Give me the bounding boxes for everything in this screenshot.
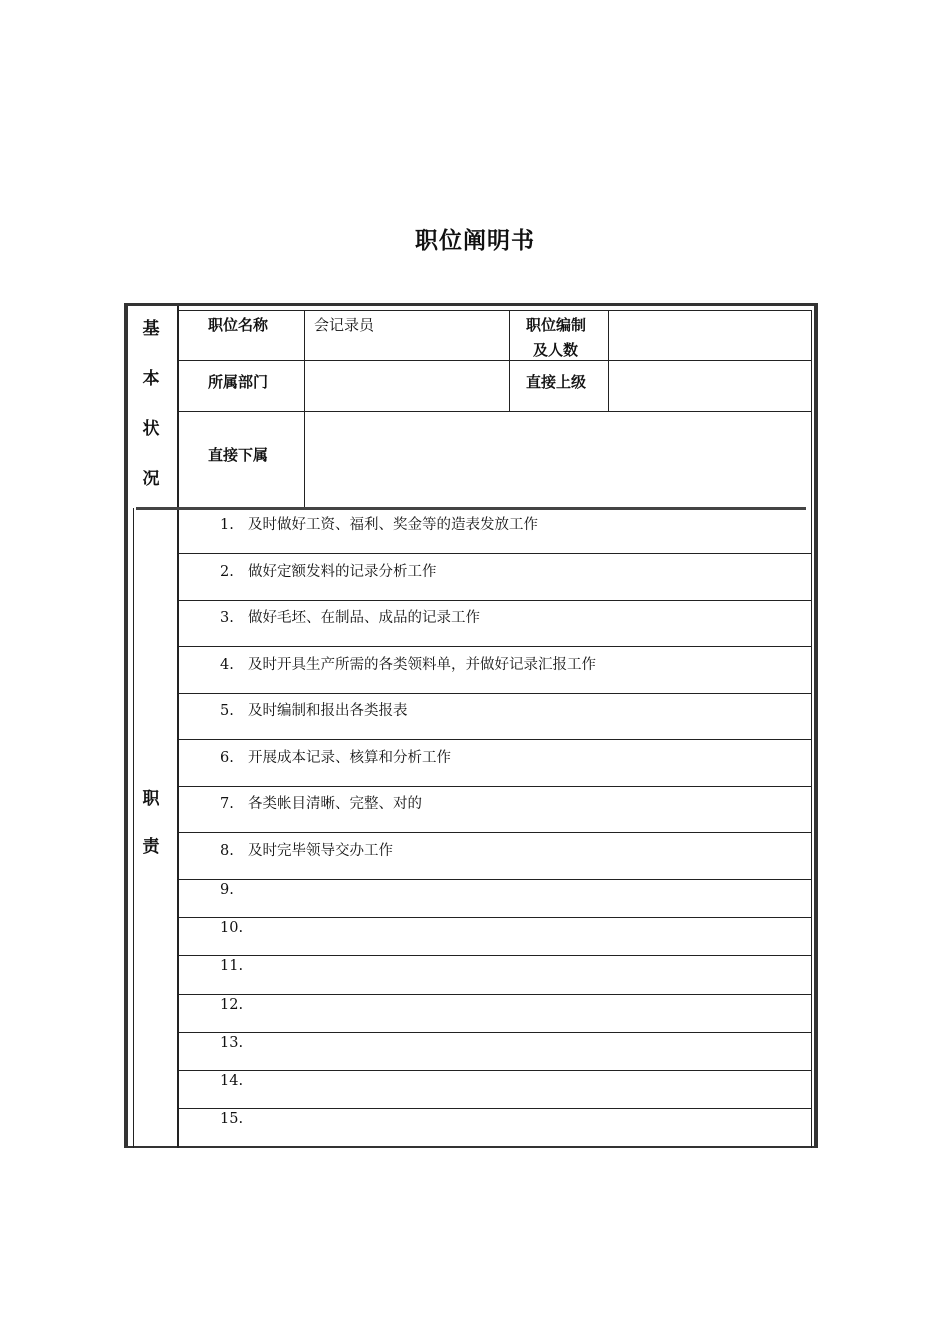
divider [177, 646, 812, 647]
divider [304, 310, 305, 507]
divider [177, 310, 812, 311]
divider [177, 306, 179, 1148]
section-label-duties-2: 责 [142, 837, 160, 857]
duty-item-8: 8. 及时完毕领导交办工作 [220, 843, 393, 859]
section-label-duties-1: 职 [142, 789, 160, 809]
divider [509, 310, 510, 411]
divider [177, 879, 812, 880]
duty-item-14: 14. [220, 1073, 244, 1089]
divider [177, 917, 812, 918]
duty-item-11: 11. [220, 958, 244, 974]
divider [177, 1108, 812, 1109]
duty-item-7: 7. 各类帐目清晰、完整、对的 [220, 796, 422, 812]
section-label-basic-2: 本 [142, 369, 160, 389]
duty-item-5: 5. 及时编制和报出各类报表 [220, 703, 408, 719]
job-description-form [124, 303, 818, 1148]
divider [177, 786, 812, 787]
headcount-label-2: 及人数 [533, 341, 579, 359]
divider [177, 994, 812, 995]
duty-item-6: 6. 开展成本记录、核算和分析工作 [220, 750, 451, 766]
subordinate-label: 直接下属 [208, 446, 269, 464]
department-label: 所属部门 [208, 373, 269, 391]
duty-item-4: 4. 及时开具生产所需的各类领料单，并做好记录汇报工作 [220, 657, 596, 673]
divider [177, 1070, 812, 1071]
divider [608, 310, 609, 411]
divider [177, 600, 812, 601]
divider [811, 310, 812, 1148]
divider [177, 832, 812, 833]
section-label-basic-3: 状 [142, 419, 160, 439]
divider [177, 360, 812, 361]
duty-item-10: 10. [220, 920, 244, 936]
duty-item-12: 12. [220, 997, 244, 1013]
section-label-basic-4: 况 [142, 469, 160, 489]
divider [177, 955, 812, 956]
duty-item-2: 2. 做好定额发料的记录分析工作 [220, 564, 437, 580]
position-name-label: 职位名称 [208, 316, 269, 334]
divider [177, 553, 812, 554]
divider [177, 411, 812, 412]
duty-item-9: 9. [220, 882, 234, 898]
duty-item-15: 15. [220, 1111, 244, 1127]
divider [177, 739, 812, 740]
position-name-value: 会记录员 [314, 316, 375, 334]
duty-item-3: 3. 做好毛坯、在制品、成品的记录工作 [220, 610, 480, 626]
divider [177, 1032, 812, 1033]
divider [136, 507, 806, 510]
duty-item-1: 1. 及时做好工资、福利、奖金等的造表发放工作 [220, 517, 538, 533]
section-label-basic-1: 基 [142, 319, 160, 339]
page-title: 职位阐明书 [415, 228, 535, 254]
superior-label: 直接上级 [526, 373, 587, 391]
divider [177, 693, 812, 694]
duty-item-13: 13. [220, 1035, 244, 1051]
headcount-label-1: 职位编制 [526, 316, 587, 334]
divider [133, 508, 134, 1148]
